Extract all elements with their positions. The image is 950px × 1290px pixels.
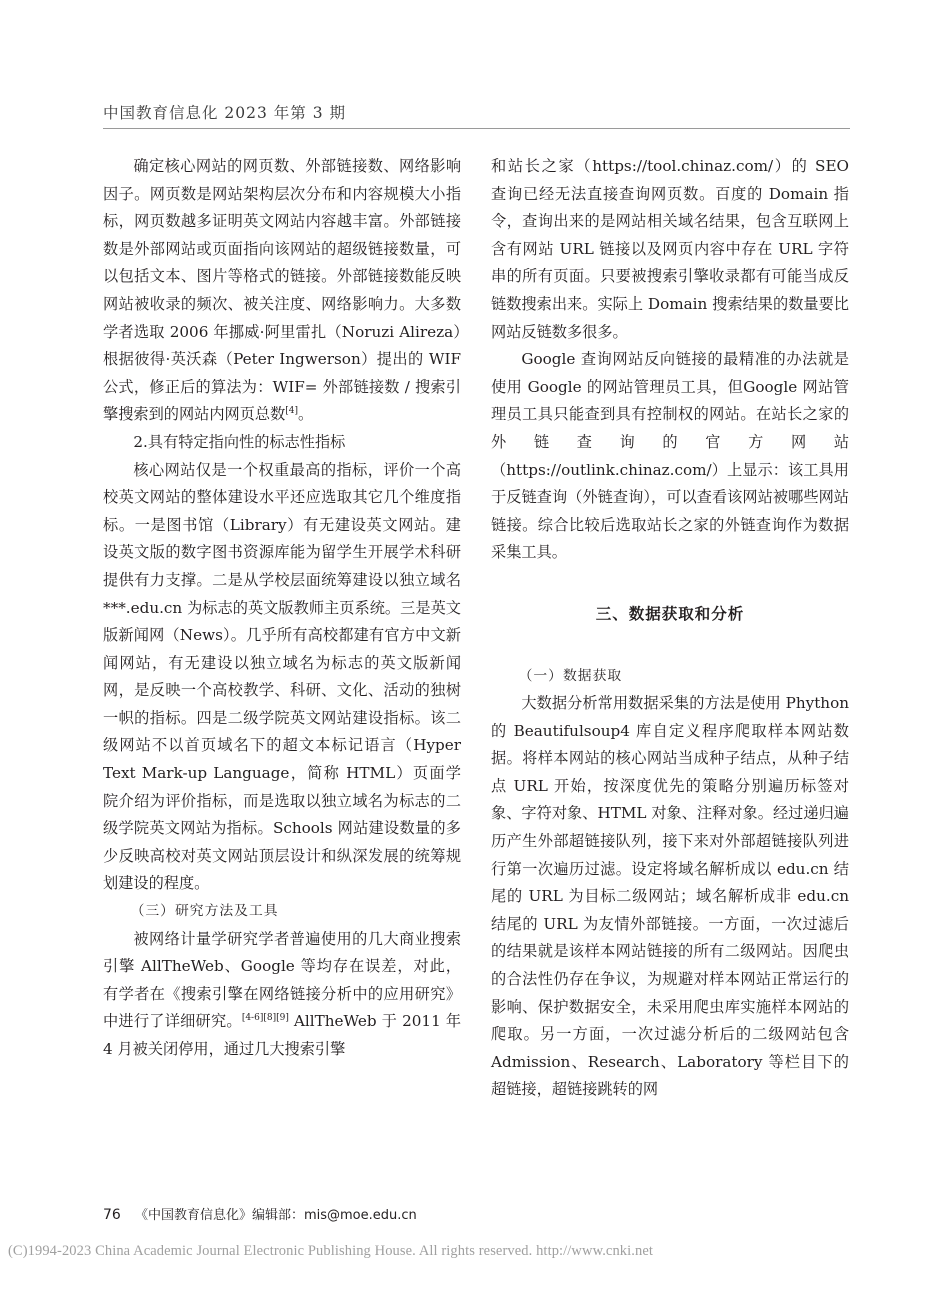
paragraph: 和站长之家（https://tool.chinaz.com/）的 SEO 查询已经无法直接查询网页数。百度的 Domain 指令，查询出来的是网站相关域名结果，包含互联网上含有网站 URL 链接以及网页内容中存在 URL 字符串的所有页面。只要被搜索引擎收录都有可能当成反链数搜索出来。实际上 Domain 搜索结果的数量要比网站反链数多很多。 <box>491 157 849 341</box>
paragraph-text: 确定核心网站的网页数、外部链接数、网络影响因子。网页数是网站架构层次分布和内容规模大小指标，网页数越多证明英文网站内容越丰富。外部链接数是外部网站或页面指向该网站的超级链接数量，可以包括文本、图片等格式的链接。外部链接数能反映网站被收录的频次、被关注度、网络影响力。大多数学者选取 2006 年挪威·阿里雷扎（Noruzi Alireza）根据彼得·英沃森（Peter Ingwerson）提出的 WIF 公式，修正后的算法为：WIF= 外部链接数 / 搜索引擎搜索到的网站内网页总数 <box>103 157 461 424</box>
copyright-notice: (C)1994-2023 China Academic Journal Electronic Publishing House. All rights reserved. http://www.cnki.net <box>8 1243 654 1259</box>
subsection-title: （一）数据获取 <box>518 667 623 684</box>
page-footer <box>103 1204 417 1223</box>
section-title: 三、数据获取和分析 <box>595 604 745 623</box>
subheading-indicator: 2.具有特定指向性的标志性指标 <box>133 432 346 451</box>
left-column <box>103 153 461 1064</box>
header-rule <box>103 128 850 129</box>
paragraph: 核心网站仅是一个权重最高的指标，评价一个高校英文网站的整体建设水平还应选取其它几个维度指标。一是图书馆（Library）有无建设英文网站。建设英文版的数字图书资源库能为留学生开展学术科研提供有力支撑。二是从学校层面统筹建设以独立域名 ***.edu.cn 为标志的英文版教师主页系统。三是英文版新闻网（News）。几乎所有高校都建有官方中文新闻网站，有无建设以独立域名为标志的英文版新闻网，是反映一个高校教学、科研、文化、活动的独树一帜的指标。四是二级学院英文网站建设指标。该二级网站不以首页域名下的超文本标记语言（Hyper Text Mark-up Language，简称 HTML）页面学院介绍为评价指标，而是选取以独立域名为标志的二级学院英文网站为指标。Schools 网站建设数量的多少反映高校对英文网站顶层设计和纵深发展的统筹规划建设的程度。 <box>103 460 461 893</box>
right-column <box>491 153 849 1104</box>
editorial-contact: 《中国教育信息化》编辑部：mis@moe.edu.cn <box>134 1208 417 1223</box>
paragraph: Google 查询网站反向链接的最精准的办法就是使用 Google 的网站管理员工具，但Google 网站管理员工具只能查到具有控制权的网站。在站长之家的外链查询的官方网站（https://outlink.chinaz.com/）上显示：该工具用于反链查询（外链查询），可以查看该网站被哪些网站链接。综合比较后选取站长之家的外链查询作为数据采集工具。 <box>491 350 849 562</box>
paragraph <box>103 926 461 1064</box>
citation: [4-6][8][9] <box>241 1013 289 1024</box>
paragraph-text: AllTheWeb 于 2011 年 4 月被关闭停用，通过几大搜索引擎 <box>103 1012 462 1058</box>
page-number: 76 <box>103 1207 121 1223</box>
paragraph: 大数据分析常用数据采集的方法是使用 Phython 的 Beautifulsoup4 库自定义程序爬取样本网站数据。将样本网站的核心网站当成种子结点，从种子结点 URL 开始，按深度优先的策略分别遍历标签对象、字符对象、HTML 对象、注释对象。经过递归遍历产生外部超链接队列，接下来对外部超链接队列进行第一次遍历过滤。设定将域名解析成以 edu.cn 结尾的 URL 为目标二级网站；域名解析成非 edu.cn 结尾的 URL 为友情外部链接。一方面，一次过滤后的结果就是该样本网站链接的所有二级网站。因爬虫的合法性仍存在争议，为规避对样本网站正常运行的影响、保护数据安全，未采用爬虫库实施样本网站的爬取。另一方面，一次过滤分析后的二级网站包含 Admission、Research、Laboratory 等栏目下的超链接，超链接跳转的网 <box>491 694 849 1099</box>
subheading-methods: （三）研究方法及工具 <box>130 903 279 920</box>
paragraph-text: 。 <box>298 405 314 424</box>
running-header: 中国教育信息化 2023 年第 3 期 <box>103 104 347 122</box>
paragraph <box>103 153 461 429</box>
paragraph-text: 被网络计量学研究学者普遍使用的几大商业搜索引擎 AllTheWeb、Google 等均存在误差，对此，有学者在《搜索引擎在网络链接分析中的应用研究》中进行了详细研究。 <box>103 929 461 1031</box>
citation: [4] <box>285 406 298 417</box>
